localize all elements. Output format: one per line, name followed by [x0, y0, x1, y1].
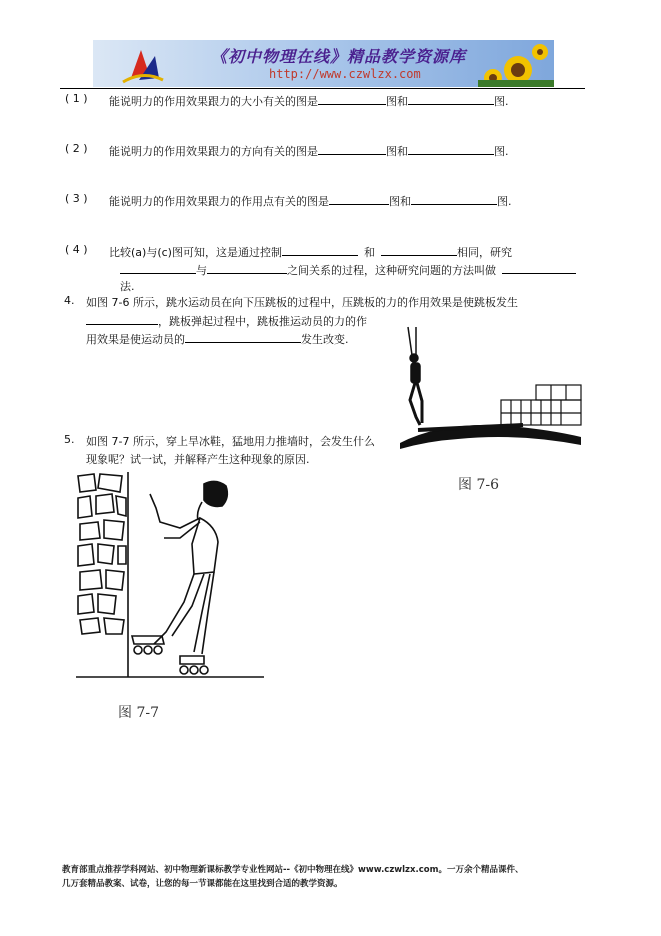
item-3-end: 图. [497, 195, 512, 208]
item-1-and: 图和 [386, 95, 408, 108]
item-2-end: 图. [494, 145, 509, 158]
item-1-blank-a[interactable] [318, 92, 386, 105]
page-footer [62, 863, 602, 891]
item-1-text [109, 92, 509, 109]
item-1-number: ( 1 ) [65, 92, 88, 105]
problem-5-line2: 现象呢？试一试，并解释产生这种现象的原因. [86, 453, 310, 466]
item-2-number: ( 2 ) [65, 142, 88, 155]
figure-7-7-skater [76, 472, 266, 682]
footer-line-1: 教育部重点推荐学科网站、初中物理新课标教学专业性网站--《初中物理在线》www.czwlzx.com。一万余个精品课件、 [62, 865, 524, 875]
problem-5-line1: 如图 7-7 所示，穿上旱冰鞋，猛地用力推墙时，会发生什么 [86, 435, 375, 448]
item-4-blank-5[interactable] [502, 261, 576, 274]
header-divider [60, 88, 585, 89]
item-2-blank-a[interactable] [318, 142, 386, 155]
item-2-blank-b[interactable] [408, 142, 494, 155]
item-4-line1-c: 相同，研究 [456, 246, 512, 259]
figure-7-7-caption: 图 7-7 [118, 705, 159, 721]
item-4-blank-1[interactable] [282, 243, 358, 256]
footer-line-2: 几万套精品教案、试卷，让您的每一节课都能在这里找到合适的教学资源。 [62, 879, 343, 889]
item-2-question: 能说明力的作用效果跟力的方向有关的图是 [109, 145, 318, 158]
banner-url[interactable]: http://www.czwlzx.com [269, 67, 421, 81]
item-4-number: ( 4 ) [65, 243, 88, 256]
item-3-text [109, 192, 512, 209]
problem-4-blank-2[interactable] [185, 330, 301, 343]
item-4-line2 [120, 261, 576, 278]
problem-4-line2-text: ，跳板弹起过程中，跳板推运动员的力的作 [158, 315, 367, 328]
item-4-blank-3[interactable] [120, 261, 196, 274]
problem-4-line2 [86, 312, 367, 329]
item-3-and: 图和 [389, 195, 411, 208]
banner-title: 《初中物理在线》精品教学资源库 [211, 47, 467, 66]
problem-5-number: 5. [64, 433, 75, 446]
item-4-blank-2[interactable] [381, 243, 457, 256]
item-1-question: 能说明力的作用效果跟力的大小有关的图是 [109, 95, 318, 108]
item-3-blank-b[interactable] [411, 192, 497, 205]
item-3-number: ( 3 ) [65, 192, 88, 205]
problem-4-line1: 如图 7-6 所示，跳水运动员在向下压跳板的过程中，压跳板的力的作用效果是使跳板发生 [86, 296, 518, 309]
item-1-end: 图. [494, 95, 509, 108]
item-4-line2-a: 与 [196, 264, 207, 277]
item-3-blank-a[interactable] [329, 192, 389, 205]
item-1-blank-b[interactable] [408, 92, 494, 105]
problem-4-line3-a: 用效果是使运动员的 [86, 333, 185, 346]
item-2-text [109, 142, 509, 159]
item-4-line1-b: 和 [363, 246, 375, 259]
problem-4-blank-1[interactable] [86, 312, 158, 325]
item-3-question: 能说明力的作用效果跟力的作用点有关的图是 [109, 195, 329, 208]
item-4-line1-a: 比较(a)与(c)图可知，这是通过控制 [109, 246, 282, 259]
figure-7-6-caption: 图 7-6 [458, 477, 499, 493]
header-banner [93, 40, 554, 87]
item-4-line3: 法. [120, 280, 135, 293]
item-4-blank-4[interactable] [207, 261, 287, 274]
problem-4-number: 4. [64, 294, 75, 307]
problem-4-line3 [86, 330, 349, 347]
item-2-and: 图和 [386, 145, 408, 158]
problem-4-line3-b: 发生改变. [301, 333, 349, 346]
figure-7-6-diver [398, 325, 583, 455]
item-4-line1 [109, 243, 512, 260]
item-4-line2-b: 之间关系的过程，这种研究问题的方法叫做 [287, 264, 496, 277]
